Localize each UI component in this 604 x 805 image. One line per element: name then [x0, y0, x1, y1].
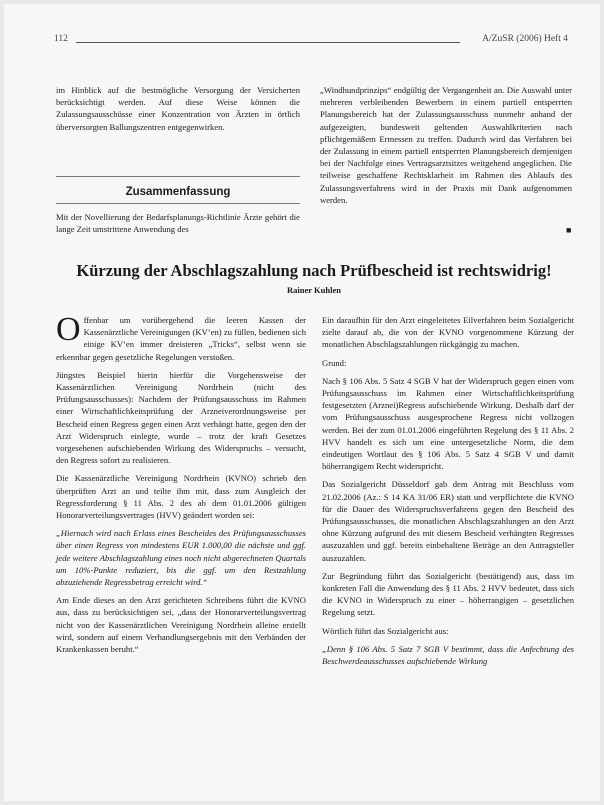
header-rule — [76, 42, 460, 43]
paragraph: im Hinblick auf die bestmögliche Versorgung der Versicherten berücksichtigt werden. Auf diese Weise können die Zulassungsausschüsse einer Konzentration von Ärzten in örtlich überversorgten Ballungszentren entgegenwirken. — [56, 85, 300, 132]
article-title: Kürzung der Abschlagszahlung nach Prüfbescheid ist rechtswidrig! — [76, 261, 552, 280]
paragraph-text: „Hiernach wird nach Erlass eines Bescheides des Prüfungsausschusses über einen Regress von mindestens EUR 1.000,00 die nächste und ggf. jede weitere Abschlagszahlung eines noch nicht abgerechneten Quartals um 10%-Punkte reduziert, bis die ggf. um den Restzahlung abzuziehende Regressbetrag erreicht wird.“ — [56, 528, 306, 588]
article-author: Rainer Kuhlen — [287, 285, 341, 295]
paragraph-text: Wörtlich führt das Sozialgericht aus: — [322, 625, 449, 636]
summary-heading: Zusammenfassung — [125, 186, 231, 198]
running-header — [54, 34, 568, 48]
article-paragraph — [322, 314, 574, 351]
end-mark: ■ — [566, 225, 572, 235]
article-paragraph — [322, 570, 574, 619]
paragraph: „Windhundprinzips“ endgültig der Vergangenheit an. Die Auswahl unter mehreren verbleibenden Bewerbern in einem partiell entsperrten Planungsbereich hat der Zulassungsausschuss nunmehr anhand der aufgezeigten, bundesweit geltenden Auswahlkriterien nach pflichtgemäßem Ermessen zu treffen. Dadurch wird das Verfahren bei der Zulassung in einem partiell entsperrten Planungsbereich demjenigen bei der Nachfolge eines Vertragsarztsitzes weitgehend angeglichen. Die teilweise geschaffene Rechtsklarheit im Rahmen des Ablaufs des Zulassungsverfahrens wird in der Praxis mit Dank aufgenommen werden. — [320, 85, 572, 205]
paragraph-text: Die Kassenärztliche Vereinigung Nordrhein (KVNO) schrieb den überprüften Arzt an und teilte ihm mit, dass zum Ausgleich der Regressforderung § 11 Abs. 2 des ab dem 01.01.2006 gültigen Honorarverteilungsvertrages (HVV) geändert worden sei: — [56, 473, 306, 521]
paragraph-text: Grund: — [322, 357, 347, 368]
paragraph-text: Nach § 106 Abs. 5 Satz 4 SGB V hat der Widerspruch gegen einen vom Prüfungsausschuss im Rahmen einer Wirtschaftlichkeitsprüfung festgesetzten (Arznei)Regress aufschiebende Wirkung. Deshalb darf der vom Prüfungsausschuss ausgesprochene Regress nicht vollzogen werden. Bei der zum 01.01.2006 eingeführten Regelung des § 11 Abs. 2 HVV handelt es sich um eine untergesetzliche Norm, die dem eindeutigen Wortlaut des § 106 Abs. 5 Satz 4 SGB V und damit höherrangigem Recht widerspricht. — [322, 375, 574, 472]
paragraph-text: Das Sozialgericht Düsseldorf gab dem Antrag mit Beschluss vom 21.02.2006 (Az.: S 14 KA 31/06 ER) statt und verpflichtete die KVNO für die Dauer des Widerspruchsverfahrens gegen den Bescheid des Prüfungsausschusses, die monatlichen Abschlagszahlungen an den Arzt ohne Kürzung aufgrund des mit diesem Bescheid verhängten Regresses auszuzahlen und ggf. bereits einbehaltene Beträge an den Antragsteller auszuzahlen. — [322, 479, 574, 563]
summary-rule-bottom — [56, 203, 300, 204]
article-paragraph — [56, 311, 306, 363]
article-column-right — [322, 314, 574, 673]
article-paragraph — [322, 357, 574, 369]
summary-text: Mit der Novellierung der Bedarfsplanungs-Richtlinie Ärzte gehört die lange Zeit umstrittene Anwendung des — [56, 212, 300, 235]
top-column-left — [56, 84, 300, 139]
article-paragraph — [56, 527, 306, 588]
paragraph-text: Ein daraufhin für den Arzt eingeleitetes Eilverfahren beim Sozialgericht zielte darauf ab, die von der KVNO vorgenommene Kürzung der monatlichen Abschlagszahlungen rückgängig zu machen. — [322, 315, 574, 350]
article-paragraph — [322, 478, 574, 563]
paragraph-text: ffenbar um vorübergehend die leeren Kassen der Kassenärztliche Vereinigungen (KV’en) zu füllen, bedienen sich einige KV’en immer dreisteren „Tricks“, selbst wenn sie erkennbar gegen gesetzliche Regelungen verstoßen. — [56, 315, 306, 362]
paragraph-text: Jüngstes Beispiel hierin hierfür die Vorgehensweise der Kassenärztlichen Vereinigung Nordrhein (nicht des Prüfungsausschusses): Nachdem der Prüfungsausschuss im Rahmen einer Wirtschaftlichkeitsprüfung der Arzneiverordnungsweise per Bescheid einen Regress gegen einen Arzt verhängt hatte, gegen den der Arzt Widerspruch einlegte, wurde – trotz der kraft Gesetzes vorgesehenen aufschiebenden Wirkung des Widerspruchs – versucht, den Regress sofort zu realisieren. — [56, 369, 306, 466]
article-paragraph — [322, 625, 574, 637]
drop-cap: O — [56, 311, 81, 348]
article-column-left — [56, 311, 306, 661]
paragraph-text: Zur Begründung führt das Sozialgericht (bestätigend) aus, dass im konkreten Fall die Anwendung des § 11 Abs. 2 HVV bedeutet, dass sich die KVNO in Widerspruch zu einer – höherrangigen – gesetzlichen Regelung setzt. — [322, 570, 574, 618]
article-paragraph — [322, 643, 574, 667]
article-paragraph — [56, 472, 306, 521]
paragraph-text: „Denn § 106 Abs. 5 Satz 7 SGB V bestimmt, dass die Anfechtung des Beschwerdeausschusses aufschiebende Wirkung — [322, 643, 574, 667]
article-paragraph — [56, 594, 306, 655]
top-column-right — [320, 84, 572, 212]
article-paragraph — [322, 375, 574, 473]
summary-rule-top — [56, 176, 300, 177]
paragraph-text: Am Ende dieses an den Arzt gerichteten Schreibens führt die KVNO aus, dass zu berücksichtigen sei, „dass der Honorarverteilungsvertrag nicht von der Kassenärztlichen Vereinigung Nordrhein alleine erstellt wird, sondern auf einem Verhandlungsergebnis mit den Verbänden der Krankenkassen beruht.“ — [56, 595, 306, 655]
document-page — [4, 4, 600, 801]
journal-reference: A/ZuSR (2006) Heft 4 — [482, 34, 568, 44]
page-number: 112 — [54, 34, 68, 44]
article-paragraph — [56, 369, 306, 467]
